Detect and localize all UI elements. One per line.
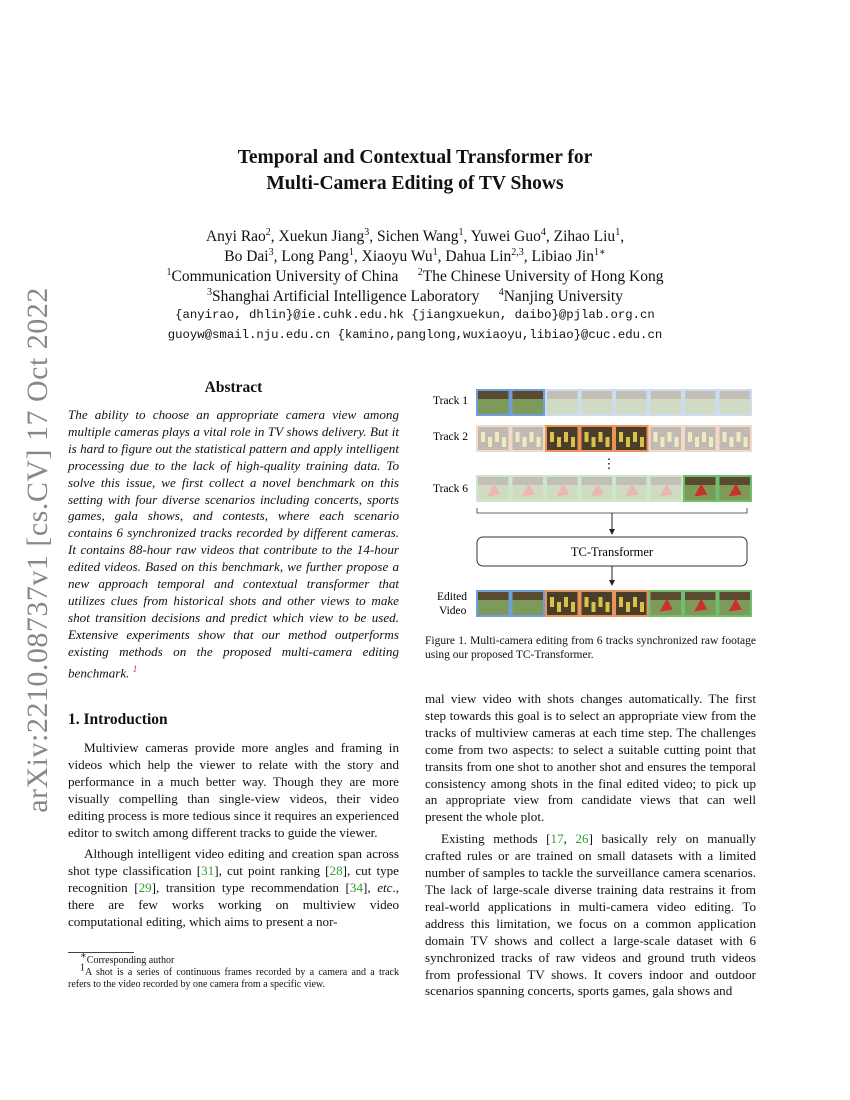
text-run: ], cut type recognition [ — [68, 863, 399, 896]
edited-video-frame — [615, 591, 648, 616]
author-name: , Dahua Lin — [437, 248, 512, 265]
author-affil: 3 — [268, 246, 274, 258]
text-run: ], — [362, 880, 378, 896]
track-2-frame — [650, 426, 683, 451]
tc-transformer-label: TC-Transformer — [570, 545, 654, 559]
text-run: ], cut point ranking [ — [214, 863, 330, 879]
track-1-frame — [719, 390, 752, 415]
title-line-1: Temporal and Contextual Transformer for — [237, 147, 593, 168]
edited-video-label-1: Edited — [437, 591, 468, 603]
footnote-link[interactable]: 1 — [132, 663, 138, 674]
text-run: etc — [377, 880, 393, 896]
author-affil: 4 — [540, 226, 546, 238]
author-affil: 1∗ — [593, 246, 606, 258]
track-6-frame — [650, 476, 683, 501]
edited-video-frame — [546, 591, 579, 616]
abstract-heading: Abstract — [204, 379, 263, 396]
track-2-frame — [581, 426, 614, 451]
author-affil: 3 — [364, 226, 370, 238]
author-name: Bo Dai — [224, 248, 269, 265]
paper-title — [100, 145, 730, 197]
merge-bracket — [477, 508, 747, 513]
footnote-text: Corresponding author — [86, 955, 175, 966]
author-block — [100, 227, 730, 307]
track-6-frame — [615, 476, 648, 501]
section-heading-introduction: 1. Introduction — [68, 711, 168, 728]
affil-number: 4 — [498, 286, 504, 298]
author-name: , Long Pang — [273, 248, 349, 265]
author-affil: 2,3 — [511, 246, 524, 258]
edited-video-frame — [581, 591, 614, 616]
intro-paragraph-4 — [425, 831, 756, 1000]
affiliation: Nanjing University — [503, 288, 623, 305]
citation-link[interactable]: 31 — [201, 863, 215, 879]
track-1-frame — [581, 390, 614, 415]
track-1-frame — [512, 390, 545, 415]
arxiv-sidebar — [18, 287, 58, 813]
author-name: , Libiao Jin — [523, 248, 594, 265]
citation-link[interactable]: 17 — [550, 831, 564, 847]
author-separator: , — [620, 228, 625, 245]
track-6-frame — [477, 476, 510, 501]
affiliation-line-1 — [100, 267, 730, 287]
footnotes — [68, 950, 399, 991]
intro-paragraph-3: mal view video with shots changes automatically. The first step towards this goal is to select an appropriate view from the tracks of multiview cameras at each time step. The challenges come from two aspects: to select a suitable cutting point that transits from one shot to another shot and ensures the temporal consistency among shots in the final edited video; to pick up an appropriate view from candidate views that can well present the whole plot. — [425, 691, 756, 825]
figure-1-diagram — [425, 380, 760, 630]
track-2-frame — [546, 426, 579, 451]
email-line-1: {anyirao, dhlin}@ie.cuhk.edu.hk {jiangxuekun, daibo}@pjlab.org.cn — [175, 308, 655, 322]
citation-link[interactable]: 28 — [329, 863, 343, 879]
track-6-label: Track 6 — [433, 483, 469, 495]
track-1-label: Track 1 — [433, 395, 469, 407]
left-column-text — [68, 740, 399, 936]
author-affil: 1 — [432, 246, 438, 258]
affil-number: 1 — [166, 266, 172, 278]
track-6-frame — [581, 476, 614, 501]
edited-video-frame — [477, 591, 510, 616]
footnote-rule — [68, 952, 134, 953]
intro-paragraph-1: Multiview cameras provide more angles and framing in videos which help the viewer to relate with the story and performance in a much better way. Though they are more visually compelling than single-view videos, their video editing process is more tedious since it requires an experienced editor to switch among different tracks to guide the viewer. — [68, 740, 399, 840]
affiliation: Shanghai Artificial Intelligence Laboratory — [212, 288, 480, 305]
track-6-frame — [512, 476, 545, 501]
arxiv-identifier: arXiv:2210.08737v1 [cs.CV] 17 Oct 2022 — [21, 287, 54, 813]
footnote-mark: ∗ — [80, 950, 87, 962]
frame-strips — [477, 390, 751, 616]
author-line-1 — [100, 227, 730, 247]
affil-number: 2 — [417, 266, 423, 278]
figure-1-caption: Figure 1. Multi-camera editing from 6 tracks synchronized raw footage using our proposed TC-Transformer. — [425, 635, 756, 661]
title-line-2: Multi-Camera Editing of TV Shows — [266, 173, 564, 194]
author-affil: 1 — [615, 226, 621, 238]
text-run: ], transition type recommendation [ — [151, 880, 350, 896]
author-name: , Xuekun Jiang — [270, 228, 365, 245]
abstract-text — [68, 407, 399, 682]
email-line-2: guoyw@smail.nju.edu.cn {kamino,panglong,wuxiaoyu,libiao}@cuc.edu.cn — [167, 328, 663, 342]
author-name: , Sichen Wang — [369, 228, 459, 245]
track-6-frame — [546, 476, 579, 501]
text-run: Although intelligent video editing and creation span across shot type classification [ — [68, 846, 399, 879]
track-1-frame — [615, 390, 648, 415]
edited-video-label-2: Video — [439, 605, 467, 617]
author-affil: 2 — [265, 226, 271, 238]
author-affil: 1 — [458, 226, 464, 238]
track-1-frame — [650, 390, 683, 415]
affiliation: Communication University of China — [171, 268, 399, 285]
track-2-frame — [615, 426, 648, 451]
track-1-frame — [684, 390, 717, 415]
track-2-frame — [512, 426, 545, 451]
more-tracks-ellipsis: ⋮ — [602, 456, 616, 471]
footnote-2 — [68, 962, 399, 991]
abstract-body: The ability to choose an appropriate camera view among multiple cameras plays a vital role in TV shows delivery. But it is hard to figure out the statistical pattern and apply intelligent processing due to the lack of high-quality training data. To solve this issue, we first collect a novel benchmark on this setting with four diverse scenarios including concerts, sports games, gala shows, and contests, where each scenario contains 6 synchronized tracks recorded by different cameras. It contains 88-hour raw videos that contribute to the 14-hour edited videos. Based on this benchmark, we further propose a new approach temporal and contextual transformer that utilizes clues from historical shots and other views to make shot transition decisions and predict which view to be used. Extensive experiments show that our method outperforms existing methods on the proposed multi-camera editing benchmark. — [68, 407, 399, 680]
track-1-frame — [546, 390, 579, 415]
track-2-frame — [684, 426, 717, 451]
edited-video-frame — [512, 591, 545, 616]
citation-link[interactable]: 34 — [349, 880, 363, 896]
affiliation: The Chinese University of Hong Kong — [422, 268, 664, 285]
right-column-text — [425, 691, 756, 1005]
author-line-2 — [100, 247, 730, 267]
track-6-frame — [684, 476, 717, 501]
footnote-mark: 1 — [80, 962, 85, 974]
edited-video-frame — [719, 591, 752, 616]
edited-video-frame — [684, 591, 717, 616]
footnote-1 — [68, 950, 399, 967]
footnote-text: A shot is a series of continuous frames recorded by a camera and a track refers to the video recorded by one camera from a specific view. — [68, 967, 399, 990]
track-2-frame — [477, 426, 510, 451]
author-name: , Yuwei Guo — [463, 228, 541, 245]
affiliation-line-2 — [100, 287, 730, 307]
author-affil: 1 — [348, 246, 354, 258]
text-run: ., there are few works working on multiview video computational editing, which aims to present a nor- — [68, 880, 399, 930]
author-name: Anyi Rao — [205, 228, 266, 245]
author-name: , Xiaoyu Wu — [353, 248, 433, 265]
text-run: Existing methods [ — [441, 831, 551, 847]
affil-number: 3 — [207, 286, 213, 298]
citation-link[interactable]: 26 — [575, 831, 589, 847]
email-block — [100, 305, 730, 345]
track-6-frame — [719, 476, 752, 501]
text-run: ] basically rely on manually crafted rules or are trained on small datasets with a limited number of samples to tackle the surveillance camera scenarios. The lack of large-scale diverse training data restrains it from real-world applications in multi-camera video editing. To address this limitation, we focus on a common application domain TV shows and collect a large-scale dataset with 6 synchronized tracks of raw videos and ground truth videos from professional TV shows. It covers indoor and outdoor scenarios spanning concerts, sports games, gala shows and — [425, 831, 756, 999]
intro-paragraph-2 — [68, 846, 399, 931]
edited-video-frame — [650, 591, 683, 616]
author-name: , Zihao Liu — [545, 228, 616, 245]
track-2-frame — [719, 426, 752, 451]
track-1-frame — [477, 390, 510, 415]
citation-link[interactable]: 29 — [138, 880, 152, 896]
text-run: , — [563, 831, 576, 847]
track-2-label: Track 2 — [433, 431, 469, 443]
